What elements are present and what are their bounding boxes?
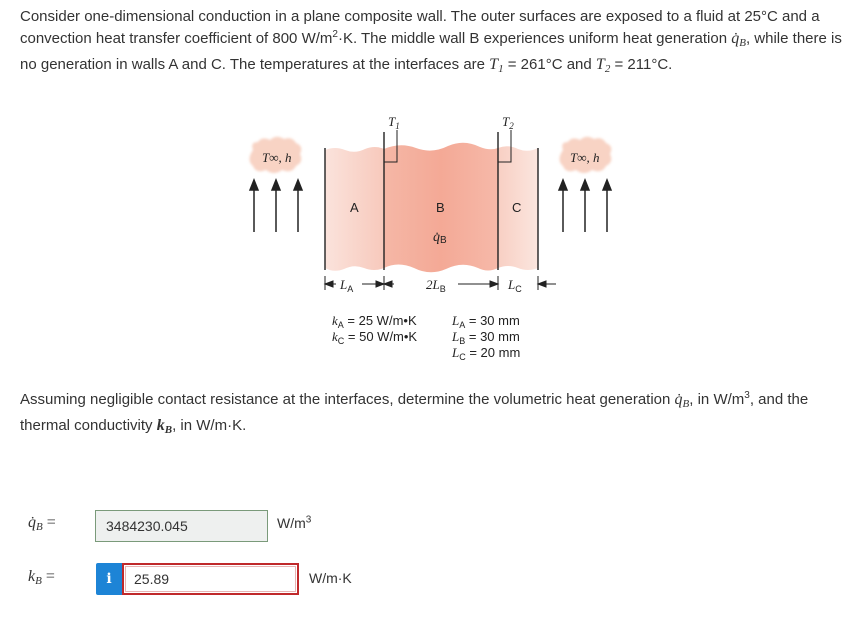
problem-statement [20, 6, 850, 80]
question-text-2: , in W/m [689, 391, 745, 408]
question-qdot-subscript: B [682, 398, 690, 410]
qb-unit-text: W/m [277, 515, 306, 531]
dim-c-letter: L [508, 277, 516, 292]
qb-answer-label [28, 514, 56, 533]
lb-number: = 30 mm [465, 329, 520, 344]
lb-letter: L [452, 329, 460, 344]
dim-c-subscript: C [515, 284, 522, 294]
left-flow-arrows [250, 180, 302, 232]
kc-number: = 50 W/m•K [344, 329, 418, 344]
la-number: = 30 mm [465, 313, 520, 328]
question-text-1: Assuming negligible contact resistance at the interfaces, determine the volumetric heat generation [20, 391, 675, 408]
qdot-letter: q̇ [731, 30, 740, 47]
question-text-4: , in W/m·K. [172, 417, 247, 434]
ka-number: = 25 W/m•K [343, 313, 417, 328]
t2-label-group [502, 114, 514, 131]
t1-label-group [388, 114, 400, 131]
question-k-symbol [157, 417, 172, 434]
dim-c-label [507, 277, 522, 294]
lc-letter: L [452, 345, 460, 360]
dim-b-subscript: B [439, 284, 446, 294]
ka-subscript: A [337, 320, 344, 330]
composite-wall-figure [240, 108, 620, 368]
wall-b-label: B [436, 200, 445, 215]
problem-text-4: = 261°C and [503, 56, 596, 73]
qdot-symbol [731, 30, 746, 47]
right-flow-arrows [559, 180, 611, 232]
right-fluid-cloud [560, 137, 612, 173]
lb-value [451, 329, 520, 346]
la-value [451, 313, 520, 330]
right-fluid-label: T∞, h [570, 150, 600, 165]
qdot-subscript: B [739, 37, 746, 49]
question-k-subscript: B [164, 424, 173, 436]
problem-text-2: ·K. The middle wall B experiences uniform heat generation [337, 30, 732, 47]
t2-subscript: 2 [604, 63, 611, 75]
ka-letter: k [332, 313, 338, 328]
fig-t1-subscript: 1 [395, 121, 400, 131]
lc-number: = 20 mm [465, 345, 521, 360]
t1-subscript: 1 [498, 63, 504, 75]
qb-label-equals: = [42, 514, 56, 531]
t1-letter: T [489, 56, 499, 73]
problem-text-1: Consider one-dimensional conduction in a plane composite wall. The outer surfaces are exposed to a fluid at 25°C and a convection heat transfer coefficient of 800 W/m [20, 8, 820, 47]
qb-label-subscript: B [36, 521, 43, 533]
problem-text-5: = 211°C. [610, 56, 673, 73]
fig-t2-letter: T [502, 114, 510, 129]
dim-b-letter: 2L [426, 277, 440, 292]
kc-value [332, 329, 417, 346]
qb-label-letter: q̇ [28, 514, 36, 531]
kb-label-equals: = [41, 568, 55, 585]
kb-label-letter: k [28, 568, 36, 585]
lc-subscript: C [459, 352, 466, 362]
gen-letter: q̇ [433, 230, 440, 245]
lc-value [451, 345, 520, 362]
kb-label-subscript: B [35, 575, 42, 587]
fig-t1-letter: T [388, 114, 396, 129]
question-qdot-letter: q̇ [674, 391, 683, 408]
svg-text:T2 [502, 114, 514, 131]
kb-answer-field[interactable]: 25.89 [122, 563, 299, 595]
question-superscript: 3 [744, 390, 750, 401]
dim-a-letter: L [340, 277, 348, 292]
gen-subscript: B [440, 235, 447, 246]
dim-b-label [426, 277, 446, 294]
lb-subscript: B [459, 336, 466, 346]
problem-superscript: 2 [332, 29, 338, 40]
info-icon[interactable]: i [96, 563, 122, 595]
fig-t2-subscript: 2 [509, 121, 514, 131]
dim-a-subscript: A [347, 284, 354, 294]
kb-unit: W/m·K [309, 570, 352, 586]
t2-letter: T [595, 56, 605, 73]
property-values [332, 313, 520, 362]
ka-value [332, 313, 417, 330]
left-fluid-cloud [250, 137, 302, 173]
t2-symbol [596, 56, 610, 73]
svg-text:T1 [388, 114, 400, 131]
dim-a-label [339, 277, 353, 294]
left-fluid-label: T∞, h [262, 150, 292, 165]
question-statement [20, 389, 850, 441]
qb-unit-superscript: 3 [305, 514, 312, 526]
la-letter: L [452, 313, 460, 328]
qb-unit [277, 515, 311, 531]
wall-c-label: C [512, 200, 522, 215]
wall-a-label: A [350, 200, 359, 215]
t1-symbol [489, 56, 503, 73]
qb-answer-field[interactable]: 3484230.045 [95, 510, 268, 542]
question-k-letter: k [156, 417, 165, 434]
kb-answer-label [28, 568, 55, 587]
la-subscript: A [459, 320, 466, 330]
question-qdot-symbol [675, 391, 690, 408]
problem-text-3: , while there is no generation in walls A and C. The temperatures at the interfaces are [20, 30, 842, 73]
question-text-3: , and the thermal conductivity [20, 391, 809, 434]
kc-letter: k [332, 329, 338, 344]
kc-subscript: C [337, 336, 345, 346]
